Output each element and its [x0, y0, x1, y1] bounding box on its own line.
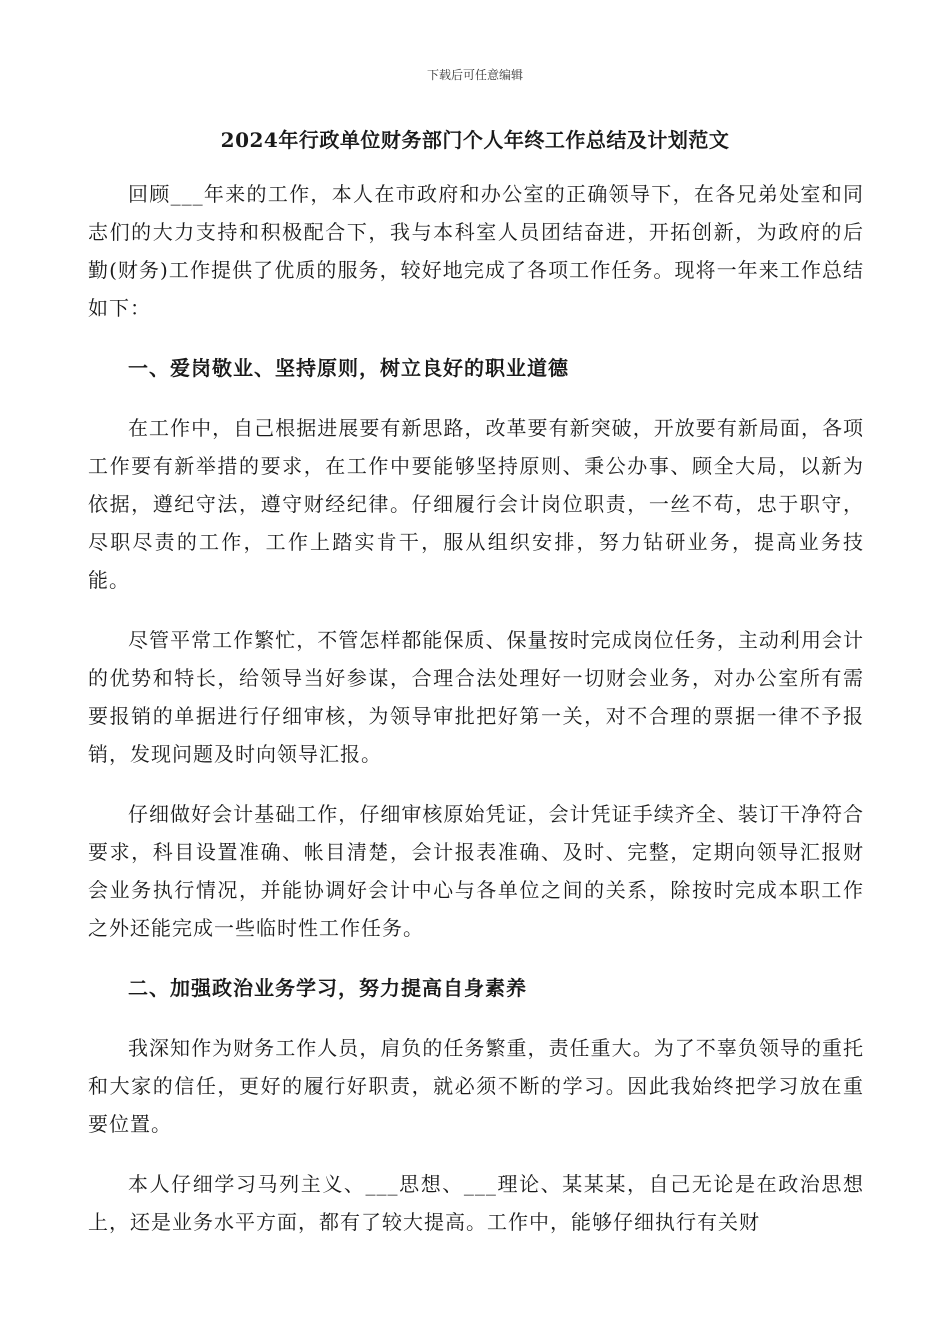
header-note: 下载后可任意编辑 [426, 68, 523, 82]
section-heading-2: 二、加强政治业务学习，努力提高自身素养 [128, 976, 527, 1000]
document-body [88, 175, 864, 1263]
section1-paragraph-3: 仔细做好会计基础工作，仔细审核原始凭证，会计凭证手续齐全、装订干净符合要求，科目设置准确、帐目清楚，会计报表准确、及时、完整，定期向领导汇报财会业务执行情况，并能协调好会计中心与各单位之间的关系，除按时完成本职工作之外还能完成一些临时性工作任务。 [88, 802, 864, 940]
section1-paragraph-1: 在工作中，自己根据进展要有新思路，改革要有新突破，开放要有新局面，各项工作要有新举措的要求，在工作中要能够坚持原则、秉公办事、顾全大局，以新为依据，遵纪守法，遵守财经纪律。仔细履行会计岗位职责，一丝不苟，忠于职守，尽职尽责的工作，工作上踏实肯干，服从组织安排，努力钻研业务，提高业务技能。 [88, 416, 864, 592]
section1-paragraph-2: 尽管平常工作繁忙，不管怎样都能保质、保量按时完成岗位任务，主动利用会计的优势和特长，给领导当好参谋，合理合法处理好一切财会业务，对办公室所有需要报销的单据进行仔细审核，为领导审批把好第一关，对不合理的票据一律不予报销，发现问题及时向领导汇报。 [88, 628, 864, 766]
section-heading-1: 一、爱岗敬业、坚持原则，树立良好的职业道德 [128, 356, 569, 380]
intro-paragraph: 回顾___年来的工作，本人在市政府和办公室的正确领导下，在各兄弟处室和同志们的大力支持和积极配合下，我与本科室人员团结奋进，开拓创新，为政府的后勤(财务)工作提供了优质的服务，较好地完成了各项工作任务。现将一年来工作总结如下： [88, 182, 864, 320]
section2-paragraph-1: 我深知作为财务工作人员，肩负的任务繁重，责任重大。为了不辜负领导的重托和大家的信任，更好的履行好职责，就必须不断的学习。因此我始终把学习放在重要位置。 [88, 1036, 864, 1136]
section2-paragraph-2: 本人仔细学习马列主义、___思想、___理论、某某某，自己无论是在政治思想上，还是业务水平方面，都有了较大提高。工作中，能够仔细执行有关财 [88, 1172, 864, 1234]
document-title: 2024年行政单位财务部门个人年终工作总结及计划范文 [220, 128, 730, 152]
